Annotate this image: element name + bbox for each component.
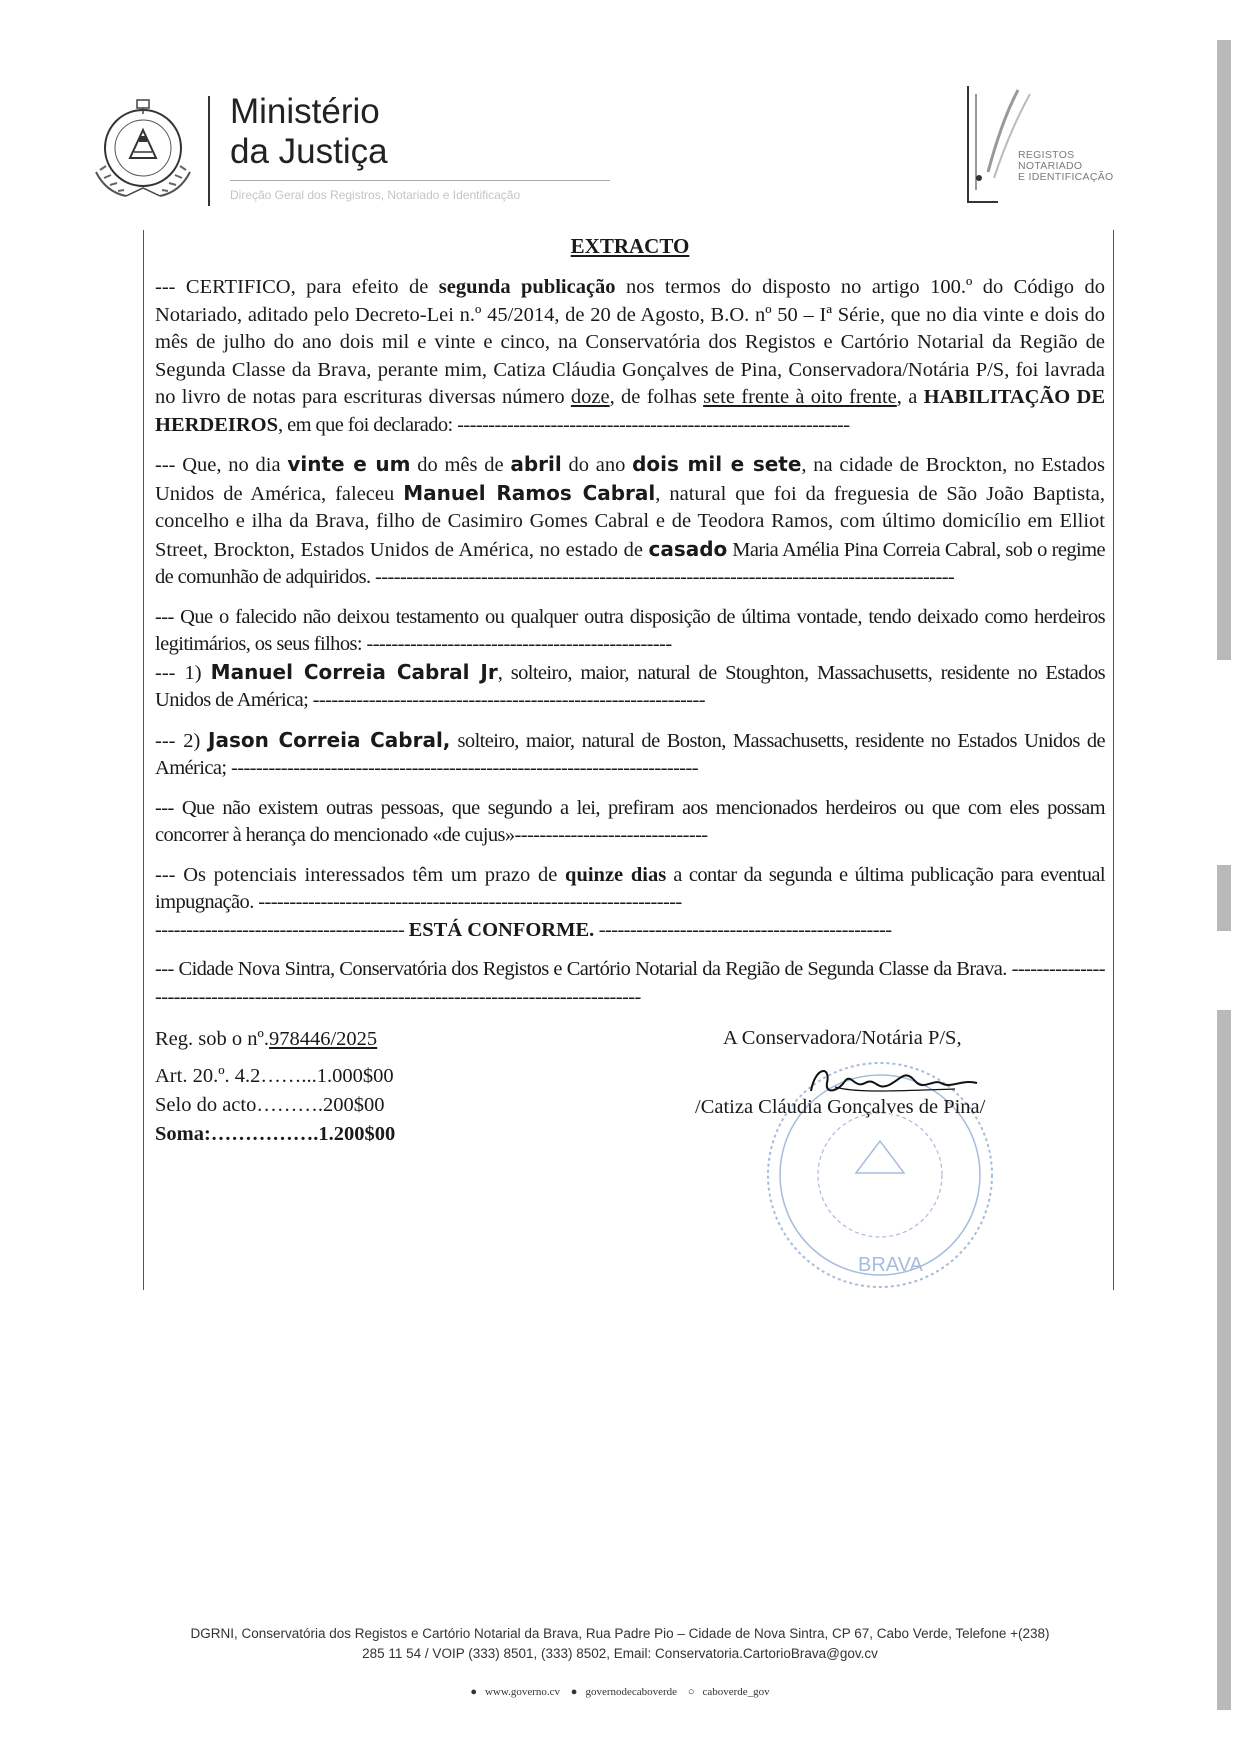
heir-1: --- 1) Manuel Correia Cabral Jr, solteiro, maior, natural de Stoughton, Massachusetts, residente no Estados Unidos de América; --------------------------------------------------------------- xyxy=(155,659,1105,711)
heir-2: --- 2) Jason Correia Cabral, solteiro, maior, natural de Boston, Massachusetts, residente no Estados Unidos de América; --------------------------------------------------------------------------- xyxy=(155,727,1106,779)
fee-seal: Selo do acto……….200$00 xyxy=(155,1094,385,1116)
document-title: EXTRACTO xyxy=(570,234,690,258)
svg-text:BRAVA: BRAVA xyxy=(858,1254,923,1276)
registos-logo-icon xyxy=(958,80,1138,210)
fee-article: Art. 20.º. 4.2……...1.000$00 xyxy=(155,1065,394,1087)
document-border-left xyxy=(143,230,144,1290)
letterhead xyxy=(0,0,1240,230)
fee-total: Soma:…………….1.200$00 xyxy=(155,1123,396,1145)
footer-address: DGRNI, Conservatória dos Registos e Cartório Notarial da Brava, Rua Padre Pio – Cidade de Nova Sintra, CP 67, Cabo Verde, Telefone +(238) 285 11 54 / VOIP (333) 8501, (333) 8502, Email: Conservatoria.CartorioBrava@gov.cv xyxy=(190,1626,1050,1661)
certification-paragraph: --- CERTIFICO, para efeito de segunda publicação nos termos do disposto no artigo 100.º do Código do Notariado, aditado pelo Decreto-Lei n.º 45/2014, de 20 de Agosto, B.O. nº 50 – Iª Série, que no dia vinte e dois do mês de julho do ano dois mil e vinte e cinco, na Conservatória dos Registos e Cartório Notarial da Região de Segunda Classe da Brava, perante mim, Catiza Cláudia Gonçalves de Pina, Conservadora/Notária P/S, foi lavrada no livro de notas para escrituras diversas número doze, de folhas sete frente à oito frente, a HABILITAÇÃO DE HERDEIROS, em que foi declarado: --------------------------------------------------------------- xyxy=(155,276,1105,436)
ministry-subtitle: Direção Geral dos Registros, Notariado e Identificação xyxy=(230,188,521,202)
document-body xyxy=(155,232,1105,1155)
fees-block xyxy=(155,1025,395,1149)
instagram-link[interactable]: caboverde_gov xyxy=(702,1686,770,1698)
objection-period-paragraph: --- Os potenciais interessados têm um prazo de quinze dias a contar da segunda e última publicação para eventual impugnação. -------------------------------------------------------------------- xyxy=(155,863,1105,913)
facebook-icon: ● xyxy=(570,1686,578,1698)
scan-edge-shadow xyxy=(1217,1010,1231,1710)
signatory-role: A Conservadora/Notária P/S, xyxy=(723,1027,962,1049)
coat-of-arms-icon xyxy=(82,92,204,204)
heirs-intro-paragraph: --- Que o falecido não deixou testamento ou qualquer outra disposição de última vontade, tendo deixado como herdeiros legitimários, os seus filhos: ------------------------------------------------- xyxy=(155,605,1105,655)
globe-icon: ● xyxy=(470,1686,477,1698)
signatory-name: /Catiza Cláudia Gonçalves de Pina/ xyxy=(695,1096,986,1118)
no-other-heirs-paragraph: --- Que não existem outras pessoas, que segundo a lei, prefiram aos mencionados herdeiros ou que com eles possam concorrer à herança do mencionado «de cujus»------------------------------- xyxy=(155,796,1105,846)
death-declaration-paragraph: --- Que, no dia vinte e um do mês de abril do ano dois mil e sete, na cidade de Brockton, no Estados Unidos de América, faleceu Manuel Ramos Cabral, natural que foi da freguesia de São João Baptista, concelho e ilha da Brava, filho de Casimiro Gomes Cabral e de Teodora Ramos, com último domicílio em Elliot Street, Brockton, Estados Unidos de América, no estado de casado Maria Amélia Pina Correia Cabral, sob o regime de comunhão de adquiridos. --------------------------------------------------------------------------------------------- xyxy=(155,452,1106,588)
location-paragraph: --- Cidade Nova Sintra, Conservatória dos Registos e Cartório Notarial da Região de Segunda Classe da Brava. --------------------------------------------------------------------------------------------- xyxy=(155,958,1105,1008)
scan-edge-shadow xyxy=(1217,865,1231,931)
document-border-right xyxy=(1113,230,1114,1290)
registos-logo-text: REGISTOS NOTARIADO E IDENTIFICAÇÃO xyxy=(1018,149,1114,183)
website-link[interactable]: www.governo.cv xyxy=(484,1686,561,1698)
ministry-name: Ministério da Justiça xyxy=(230,92,388,171)
scan-edge-shadow xyxy=(1217,40,1231,660)
facebook-link[interactable]: governodecaboverde xyxy=(585,1686,678,1698)
esta-conforme-line: ---------------------------------------- ESTÁ CONFORME. ----------------------------------------------- xyxy=(155,918,892,941)
registration-number: Reg. sob o nº.978446/2025 xyxy=(155,1028,378,1050)
instagram-icon: ○ xyxy=(687,1686,695,1698)
footer-social-links xyxy=(0,1686,1240,1698)
